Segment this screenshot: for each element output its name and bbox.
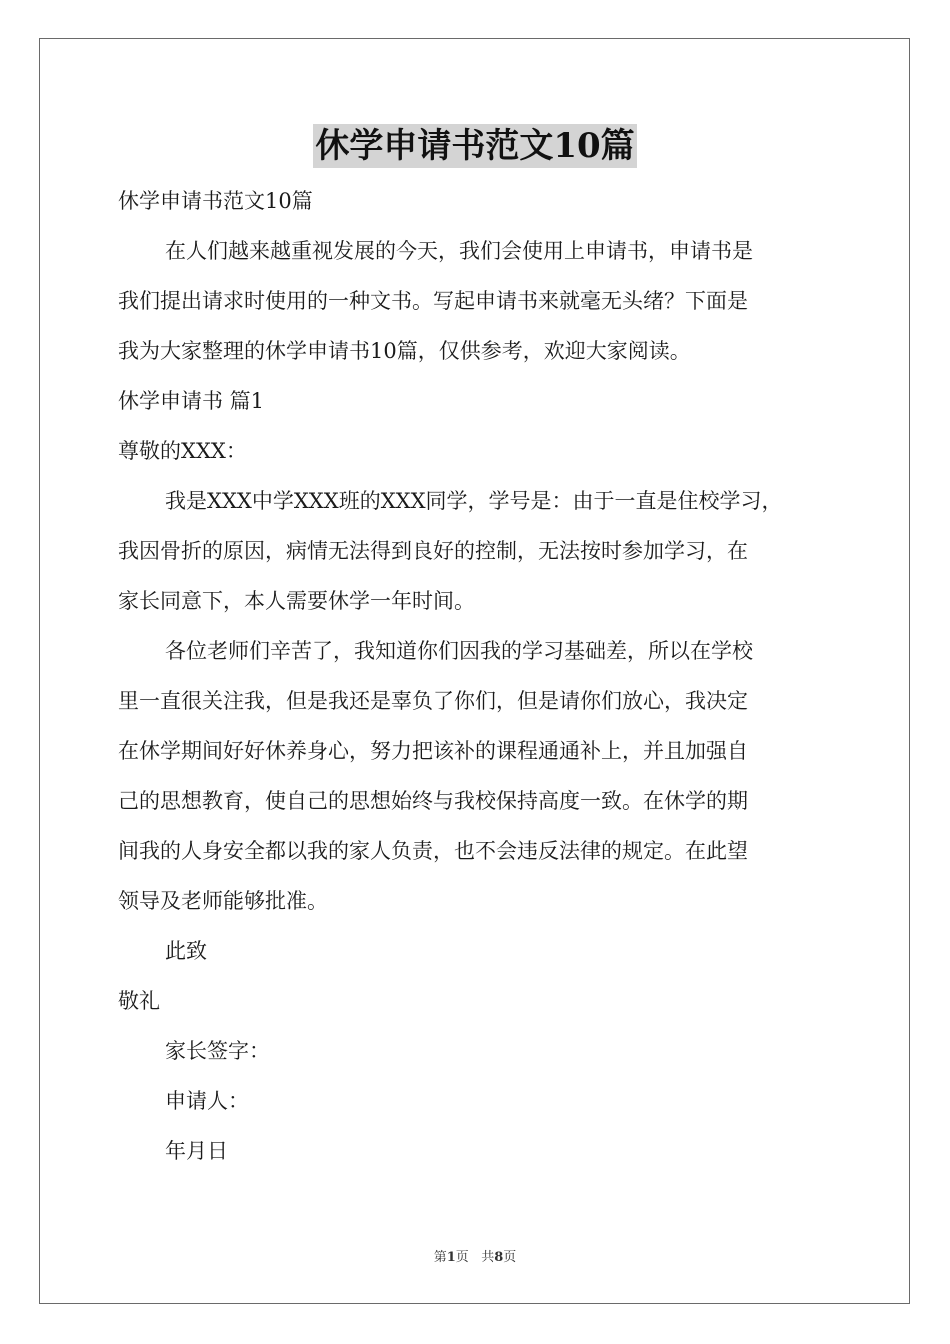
document-title: 休学申请书范文10篇 (315, 126, 635, 166)
footer-page-prefix: 第 (433, 1250, 447, 1265)
intro-line-3: 我为大家整理的休学申请书10篇，仅供参考，欢迎大家阅读。 (118, 339, 691, 363)
page-footer (0, 1246, 950, 1265)
paragraph-2-line-1: 各位老师们辛苦了，我知道你们因我的学习基础差，所以在学校 (165, 639, 753, 663)
paragraph-2-line-6: 领导及老师能够批准。 (118, 889, 328, 913)
intro-line-1: 在人们越来越重视发展的今天，我们会使用上申请书，申请书是 (165, 239, 753, 263)
section-heading: 休学申请书 篇1 (118, 389, 265, 413)
footer-total-prefix: 共 (481, 1250, 495, 1265)
paragraph-1-line-1: 我是XXX中学XXX班的XXX同学，学号是：由于一直是住校学习， (165, 489, 783, 513)
footer-page-suffix: 页 (455, 1250, 469, 1265)
paragraph-2-line-2: 里一直很关注我，但是我还是辜负了你们，但是请你们放心，我决定 (118, 689, 748, 713)
footer-total-suffix: 页 (503, 1250, 517, 1265)
footer-total-pages: 8 (494, 1250, 504, 1265)
date-line: 年月日 (165, 1139, 228, 1163)
paragraph-2-line-4: 己的思想教育，使自己的思想始终与我校保持高度一致。在休学的期 (118, 789, 748, 813)
subtitle-line: 休学申请书范文10篇 (118, 189, 313, 213)
intro-line-2: 我们提出请求时使用的一种文书。写起申请书来就毫无头绪？下面是 (118, 289, 748, 313)
salutation: 尊敬的XXX： (118, 439, 247, 463)
paragraph-1-line-2: 我因骨折的原因，病情无法得到良好的控制，无法按时参加学习，在 (118, 539, 748, 563)
paragraph-2-line-5: 间我的人身安全都以我的家人负责，也不会违反法律的规定。在此望 (118, 839, 748, 863)
applicant-signature: 申请人： (165, 1089, 249, 1113)
document-body (118, 176, 836, 1176)
parent-signature: 家长签字： (165, 1039, 270, 1063)
closing-jingli: 敬礼 (118, 989, 160, 1013)
paragraph-2-line-3: 在休学期间好好休养身心，努力把该补的课程通通补上，并且加强自 (118, 739, 748, 763)
title-wrap (0, 124, 950, 168)
footer-page-number: 1 (446, 1250, 456, 1265)
paragraph-1-line-3: 家长同意下，本人需要休学一年时间。 (118, 589, 475, 613)
closing-cizhi: 此致 (165, 939, 207, 963)
